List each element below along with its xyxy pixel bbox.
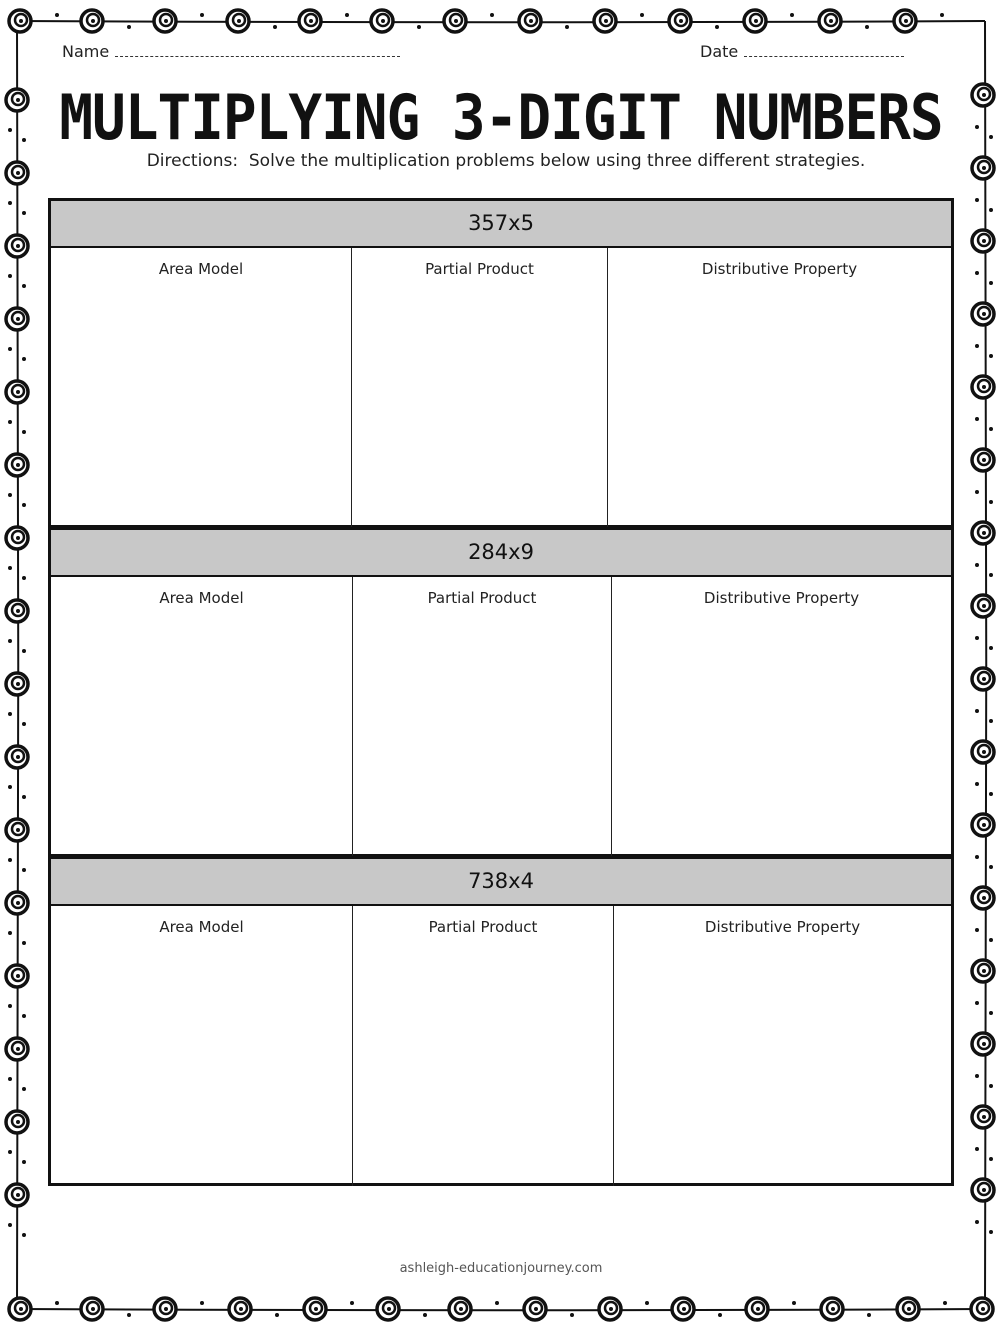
date-label: Date bbox=[700, 42, 739, 61]
border-dot bbox=[989, 1011, 993, 1015]
doodle-swirl-icon bbox=[81, 10, 103, 32]
border-dot bbox=[55, 13, 59, 17]
border-dot bbox=[8, 1223, 12, 1227]
problem-block bbox=[48, 527, 954, 857]
doodle-swirl-icon bbox=[227, 10, 249, 32]
doodle-swirl-icon bbox=[594, 10, 616, 32]
border-dot bbox=[867, 1313, 871, 1317]
strategy-cell-distributive-property[interactable] bbox=[607, 248, 951, 528]
strategy-label: Area Model bbox=[159, 589, 244, 607]
border-dot bbox=[22, 576, 26, 580]
border-dot bbox=[989, 938, 993, 942]
problem-expression: 357x5 bbox=[51, 201, 951, 248]
doodle-swirl-icon bbox=[6, 1111, 28, 1133]
border-dot bbox=[640, 13, 644, 17]
border-dot bbox=[989, 1157, 993, 1161]
doodle-swirl-icon bbox=[519, 10, 541, 32]
doodle-swirl-icon bbox=[972, 741, 994, 763]
border-dot bbox=[8, 201, 12, 205]
border-dot bbox=[8, 931, 12, 935]
doodle-swirl-icon bbox=[377, 1298, 399, 1320]
border-dot bbox=[975, 344, 979, 348]
border-dot bbox=[975, 198, 979, 202]
border-dot bbox=[989, 1084, 993, 1088]
strategy-label: Area Model bbox=[158, 260, 244, 278]
border-dot bbox=[8, 347, 12, 351]
doodle-swirl-icon bbox=[972, 1179, 994, 1201]
border-dot bbox=[645, 1301, 649, 1305]
doodle-swirl-icon bbox=[6, 600, 28, 622]
doodle-swirl-icon bbox=[972, 1033, 994, 1055]
strategy-label: Partial Product bbox=[428, 918, 538, 936]
problem-block bbox=[48, 198, 954, 528]
doodle-swirl-icon bbox=[229, 1298, 251, 1320]
doodle-swirl-icon bbox=[154, 10, 176, 32]
doodle-swirl-icon bbox=[972, 376, 994, 398]
border-dot bbox=[8, 1004, 12, 1008]
strategy-cell-distributive-property[interactable] bbox=[613, 906, 951, 1186]
doodle-swirl-icon bbox=[6, 308, 28, 330]
border-dot bbox=[495, 1301, 499, 1305]
doodle-swirl-icon bbox=[971, 1298, 993, 1320]
border-dot bbox=[8, 785, 12, 789]
strategy-cell-partial-product[interactable] bbox=[352, 906, 613, 1186]
doodle-swirl-icon bbox=[371, 10, 393, 32]
border-dot bbox=[22, 1160, 26, 1164]
name-blank[interactable] bbox=[115, 42, 400, 57]
border-dot bbox=[792, 1301, 796, 1305]
border-dot bbox=[975, 563, 979, 567]
doodle-swirl-icon bbox=[972, 522, 994, 544]
border-dot bbox=[22, 1087, 26, 1091]
doodle-swirl-icon bbox=[972, 1106, 994, 1128]
border-dot bbox=[940, 13, 944, 17]
border-dot bbox=[8, 1077, 12, 1081]
border-dot bbox=[989, 573, 993, 577]
border-dot bbox=[975, 271, 979, 275]
strategy-cell-partial-product[interactable] bbox=[352, 577, 611, 857]
doodle-swirl-icon bbox=[821, 1298, 843, 1320]
border-dot bbox=[975, 636, 979, 640]
doodle-swirl-icon bbox=[6, 527, 28, 549]
border-dot bbox=[22, 357, 26, 361]
border-dot bbox=[8, 274, 12, 278]
border-dot bbox=[975, 782, 979, 786]
doodle-swirl-icon bbox=[6, 1184, 28, 1206]
border-dot bbox=[865, 25, 869, 29]
border-dot bbox=[22, 1014, 26, 1018]
strategy-cell-area-model[interactable] bbox=[51, 577, 352, 857]
doodle-swirl-icon bbox=[524, 1298, 546, 1320]
border-dot bbox=[975, 417, 979, 421]
border-dot bbox=[200, 13, 204, 17]
border-dot bbox=[989, 792, 993, 796]
date-blank[interactable] bbox=[744, 42, 904, 57]
doodle-swirl-icon bbox=[6, 1038, 28, 1060]
doodle-swirl-icon bbox=[669, 10, 691, 32]
doodle-swirl-icon bbox=[972, 449, 994, 471]
border-dot bbox=[127, 1313, 131, 1317]
border-dot bbox=[22, 430, 26, 434]
border-dot bbox=[22, 722, 26, 726]
strategy-cell-partial-product[interactable] bbox=[351, 248, 607, 528]
problem-block bbox=[48, 856, 954, 1186]
border-dot bbox=[22, 649, 26, 653]
border-dot bbox=[989, 208, 993, 212]
doodle-swirl-icon bbox=[9, 1298, 31, 1320]
border-dot bbox=[8, 858, 12, 862]
border-dot bbox=[55, 1301, 59, 1305]
border-dot bbox=[22, 941, 26, 945]
border-dot bbox=[975, 1220, 979, 1224]
doodle-swirl-icon bbox=[6, 819, 28, 841]
border-dot bbox=[989, 354, 993, 358]
border-dot bbox=[718, 1313, 722, 1317]
border-dot bbox=[989, 1230, 993, 1234]
border-dot bbox=[989, 281, 993, 285]
doodle-swirl-icon bbox=[444, 10, 466, 32]
doodle-swirl-icon bbox=[746, 1298, 768, 1320]
footer-website: ashleigh-educationjourney.com bbox=[399, 1261, 603, 1276]
doodle-swirl-icon bbox=[599, 1298, 621, 1320]
doodle-swirl-icon bbox=[81, 1298, 103, 1320]
border-dot bbox=[989, 865, 993, 869]
border-dot bbox=[975, 709, 979, 713]
doodle-swirl-icon bbox=[972, 887, 994, 909]
name-field[interactable] bbox=[62, 42, 400, 61]
doodle-swirl-icon bbox=[672, 1298, 694, 1320]
doodle-swirl-icon bbox=[6, 381, 28, 403]
problem-expression: 284x9 bbox=[51, 530, 951, 577]
doodle-swirl-icon bbox=[972, 960, 994, 982]
strategy-cell-area-model[interactable] bbox=[51, 906, 352, 1186]
border-dot bbox=[8, 712, 12, 716]
border-dot bbox=[127, 25, 131, 29]
border-dot bbox=[417, 25, 421, 29]
strategy-label: Partial Product bbox=[425, 260, 534, 278]
border-dot bbox=[975, 1001, 979, 1005]
border-dot bbox=[943, 1301, 947, 1305]
border-dot bbox=[989, 646, 993, 650]
directions-text: Directions: Solve the multiplication problems below using three different strategies. bbox=[146, 151, 866, 171]
border-dot bbox=[22, 1233, 26, 1237]
doodle-swirl-icon bbox=[6, 235, 28, 257]
strategy-cell-distributive-property[interactable] bbox=[611, 577, 951, 857]
border-dot bbox=[200, 1301, 204, 1305]
border-dot bbox=[22, 503, 26, 507]
border-dot bbox=[22, 795, 26, 799]
border-dot bbox=[350, 1301, 354, 1305]
name-label: Name bbox=[62, 42, 110, 61]
doodle-swirl-icon bbox=[304, 1298, 326, 1320]
strategy-label: Partial Product bbox=[427, 589, 537, 607]
border-dot bbox=[8, 566, 12, 570]
doodle-swirl-icon bbox=[894, 10, 916, 32]
border-dot bbox=[989, 719, 993, 723]
border-dot bbox=[8, 639, 12, 643]
doodle-swirl-icon bbox=[819, 10, 841, 32]
doodle-swirl-icon bbox=[6, 892, 28, 914]
doodle-swirl-icon bbox=[897, 1298, 919, 1320]
doodle-swirl-icon bbox=[972, 303, 994, 325]
doodle-swirl-icon bbox=[6, 746, 28, 768]
border-dot bbox=[989, 427, 993, 431]
doodle-swirl-icon bbox=[972, 595, 994, 617]
border-dot bbox=[975, 1074, 979, 1078]
doodle-swirl-icon bbox=[299, 10, 321, 32]
border-dot bbox=[8, 493, 12, 497]
border-dot bbox=[423, 1313, 427, 1317]
strategy-label: Distributive Property bbox=[701, 260, 858, 278]
border-dot bbox=[22, 211, 26, 215]
doodle-swirl-icon bbox=[9, 10, 31, 32]
border-dot bbox=[273, 25, 277, 29]
problem-expression: 738x4 bbox=[51, 859, 951, 906]
border-dot bbox=[989, 500, 993, 504]
doodle-swirl-icon bbox=[6, 673, 28, 695]
border-dot bbox=[975, 490, 979, 494]
border-dot bbox=[975, 1147, 979, 1151]
border-dot bbox=[22, 868, 26, 872]
doodle-swirl-icon bbox=[6, 454, 28, 476]
doodle-swirl-icon bbox=[972, 814, 994, 836]
doodle-swirl-icon bbox=[972, 230, 994, 252]
border-dot bbox=[715, 25, 719, 29]
border-dot bbox=[8, 1150, 12, 1154]
doodle-swirl-icon bbox=[449, 1298, 471, 1320]
strategy-cell-area-model[interactable] bbox=[51, 248, 351, 528]
strategy-label: Area Model bbox=[159, 918, 244, 936]
date-field[interactable] bbox=[700, 42, 904, 61]
border-dot bbox=[975, 855, 979, 859]
border-dot bbox=[275, 1313, 279, 1317]
border-dot bbox=[8, 420, 12, 424]
border-dot bbox=[345, 13, 349, 17]
border-dot bbox=[790, 13, 794, 17]
doodle-swirl-icon bbox=[154, 1298, 176, 1320]
border-dot bbox=[975, 928, 979, 932]
strategy-label: Distributive Property bbox=[704, 918, 861, 936]
strategy-label: Distributive Property bbox=[703, 589, 860, 607]
doodle-swirl-icon bbox=[972, 668, 994, 690]
border-dot bbox=[22, 284, 26, 288]
doodle-swirl-icon bbox=[744, 10, 766, 32]
doodle-swirl-icon bbox=[6, 965, 28, 987]
page-title: MULTIPLYING 3-DIGIT NUMBERS bbox=[59, 82, 943, 155]
border-dot bbox=[490, 13, 494, 17]
border-dot bbox=[565, 25, 569, 29]
border-dot bbox=[570, 1313, 574, 1317]
